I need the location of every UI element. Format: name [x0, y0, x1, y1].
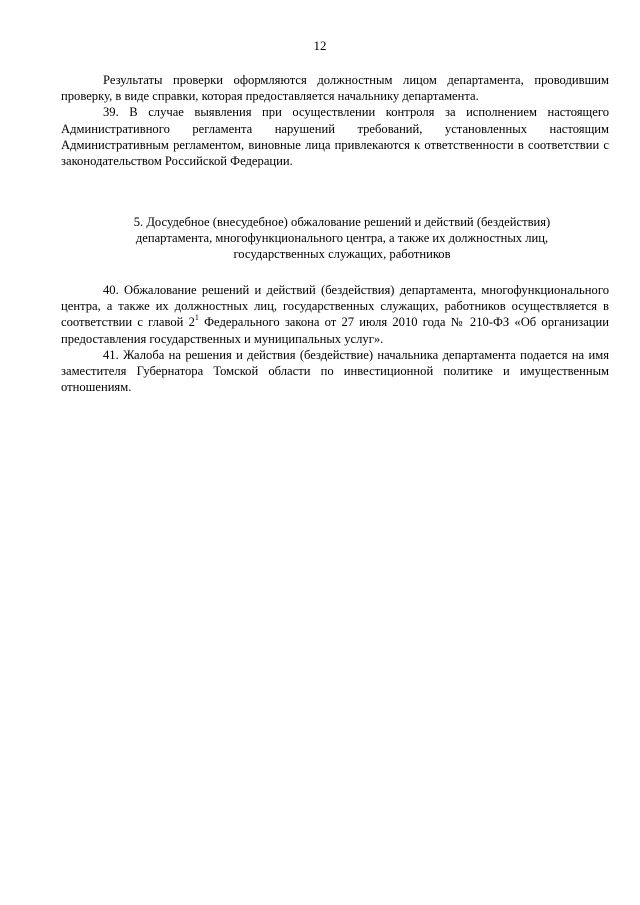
section-5-heading-line-2: департамента, многофункционального центра, а также их должностных лиц,: [135, 231, 549, 246]
chapter-superscript: 1: [194, 313, 199, 323]
paragraph-results: Результаты проверки оформляются должностным лицом департамента, проводившим проверку, в виде справки, которая предоставляется начальнику департамента.: [61, 73, 609, 104]
page-number: 12: [313, 38, 327, 53]
section-4-text: [61, 72, 609, 169]
paragraph-40: [61, 282, 609, 347]
paragraph-40-text-end: Федерального закона от 27 июля 2010 года № 210-ФЗ «Об организации предоставления государственных и муниципальных услуг».: [61, 315, 610, 346]
paragraph-40-text-start: 40. Обжалование решений и действий (бездействия) департамента, многофункционального центра, а также их должностных лиц, государственных служащих, работников осуществляется в соответствии с главой 2: [61, 283, 609, 330]
paragraph-39: 39. В случае выявления при осуществлении контроля за исполнением настоящего Административного регламента нарушений требований, установленных настоящим Административным регламентом, виновные лица привлекаются к ответственности в соответствии с законодательством Российской Федерации.: [61, 105, 609, 169]
section-5-heading: [92, 214, 592, 263]
section-5-heading-line-3: государственных служащих, работников: [233, 247, 451, 262]
section-5-text: [61, 282, 609, 395]
paragraph-41: 41. Жалоба на решения и действия (бездействие) начальника департамента подается на имя заместителя Губернатора Томской области по инвестиционной политике и имущественным отношениям.: [61, 347, 609, 395]
section-5-heading-line-1: 5. Досудебное (внесудебное) обжалование решений и действий (бездействия): [133, 215, 551, 229]
